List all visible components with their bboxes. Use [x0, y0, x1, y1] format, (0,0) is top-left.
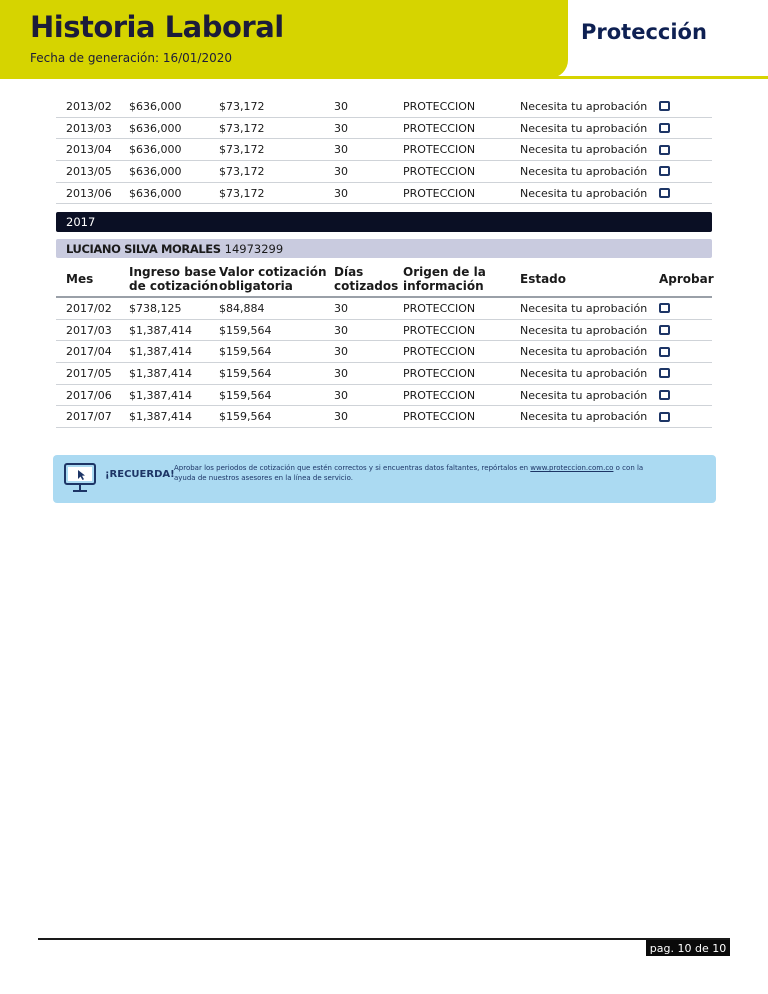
status-cell: Necesita tu aprobación — [520, 323, 648, 337]
origin-cell: PROTECCION — [403, 345, 476, 359]
contribution-value-cell: $159,564 — [219, 366, 272, 380]
status-cell: Necesita tu aprobación — [520, 99, 648, 113]
column-header-estado: Estado — [520, 272, 567, 286]
status-cell: Necesita tu aprobación — [520, 186, 648, 200]
status-cell: Necesita tu aprobación — [520, 301, 648, 315]
approve-cell — [659, 118, 670, 139]
proteccion-website-link[interactable]: www.proteccion.com.co — [530, 464, 614, 472]
base-income-cell: $636,000 — [129, 143, 182, 157]
approve-cell — [659, 406, 670, 427]
approve-checkbox[interactable] — [659, 325, 670, 335]
month-cell: 2017/02 — [66, 301, 112, 315]
reminder-text: Aprobar los periodos de cotización que estén correctos y si encuentras datos faltantes, repórtalos en www.proteccion.com.co o con la ayuda de nuestros asesores en la línea de servicio. — [174, 464, 644, 482]
brand-logo: Protección — [581, 20, 707, 44]
approve-cell — [659, 385, 670, 406]
base-income-cell: $636,000 — [129, 164, 182, 178]
column-header-mes: Mes — [66, 272, 94, 286]
table-row — [56, 298, 712, 320]
table-row — [56, 341, 712, 363]
month-cell: 2013/02 — [66, 99, 112, 113]
month-cell: 2017/07 — [66, 410, 112, 424]
days-cell: 30 — [334, 186, 348, 200]
table-row — [56, 118, 712, 140]
days-cell: 30 — [334, 99, 348, 113]
contribution-value-cell: $159,564 — [219, 323, 272, 337]
header-underline — [0, 76, 768, 79]
approve-cell — [659, 183, 670, 204]
contribution-value-cell: $84,884 — [219, 301, 265, 315]
base-income-cell: $1,387,414 — [129, 323, 192, 337]
person-id: 14973299 — [224, 241, 284, 256]
approve-checkbox[interactable] — [659, 347, 670, 357]
table-row — [56, 385, 712, 407]
table-row — [56, 183, 712, 205]
origin-cell: PROTECCION — [403, 143, 476, 157]
approve-checkbox[interactable] — [659, 123, 670, 133]
approve-checkbox[interactable] — [659, 188, 670, 198]
approve-cell — [659, 320, 670, 341]
status-cell: Necesita tu aprobación — [520, 366, 648, 380]
base-income-cell: $1,387,414 — [129, 345, 192, 359]
approve-checkbox[interactable] — [659, 101, 670, 111]
days-cell: 30 — [334, 143, 348, 157]
origin-cell: PROTECCION — [403, 121, 476, 135]
person-header — [56, 239, 712, 258]
base-income-cell: $636,000 — [129, 186, 182, 200]
status-cell: Necesita tu aprobación — [520, 143, 648, 157]
page-header — [0, 0, 768, 80]
contribution-value-cell: $159,564 — [219, 388, 272, 402]
status-cell: Necesita tu aprobación — [520, 121, 648, 135]
computer-cursor-icon — [63, 461, 97, 495]
contribution-value-cell: $159,564 — [219, 345, 272, 359]
approve-checkbox[interactable] — [659, 303, 670, 313]
origin-cell: PROTECCION — [403, 366, 476, 380]
month-cell: 2013/03 — [66, 121, 112, 135]
status-cell: Necesita tu aprobación — [520, 345, 648, 359]
contribution-value-cell: $159,564 — [219, 410, 272, 424]
base-income-cell: $738,125 — [129, 301, 182, 315]
status-cell: Necesita tu aprobación — [520, 410, 648, 424]
approve-checkbox[interactable] — [659, 166, 670, 176]
contribution-value-cell: $73,172 — [219, 143, 265, 157]
origin-cell: PROTECCION — [403, 301, 476, 315]
contribution-value-cell: $73,172 — [219, 121, 265, 135]
month-cell: 2017/04 — [66, 345, 112, 359]
origin-cell: PROTECCION — [403, 186, 476, 200]
base-income-cell: $1,387,414 — [129, 388, 192, 402]
year-header — [56, 212, 712, 232]
days-cell: 30 — [334, 388, 348, 402]
reminder-label: ¡RECUERDA! — [105, 469, 175, 480]
table-row — [56, 161, 712, 183]
page-number: pag. 10 de 10 — [646, 940, 730, 956]
base-income-cell: $1,387,414 — [129, 410, 192, 424]
origin-cell: PROTECCION — [403, 410, 476, 424]
column-header-ingreso: Ingreso base de cotización — [129, 265, 219, 293]
contributions-table-2013 — [56, 96, 712, 204]
days-cell: 30 — [334, 410, 348, 424]
footer-divider — [38, 938, 730, 940]
days-cell: 30 — [334, 345, 348, 359]
document-title: Historia Laboral — [30, 10, 284, 44]
approve-cell — [659, 96, 670, 117]
days-cell: 30 — [334, 366, 348, 380]
month-cell: 2017/06 — [66, 388, 112, 402]
base-income-cell: $636,000 — [129, 121, 182, 135]
approve-cell — [659, 139, 670, 160]
column-header-origen: Origen de la información — [403, 265, 486, 293]
approve-cell — [659, 341, 670, 362]
month-cell: 2013/06 — [66, 186, 112, 200]
table-row — [56, 320, 712, 342]
days-cell: 30 — [334, 121, 348, 135]
origin-cell: PROTECCION — [403, 388, 476, 402]
table-row — [56, 96, 712, 118]
approve-checkbox[interactable] — [659, 368, 670, 378]
days-cell: 30 — [334, 323, 348, 337]
column-header-valor: Valor cotización obligatoria — [219, 265, 327, 293]
origin-cell: PROTECCION — [403, 164, 476, 178]
column-header-aprobar: Aprobar — [659, 272, 714, 286]
approve-cell — [659, 161, 670, 182]
contribution-value-cell: $73,172 — [219, 164, 265, 178]
approve-cell — [659, 298, 670, 319]
column-header-dias: Días cotizados — [334, 265, 399, 293]
month-cell: 2017/05 — [66, 366, 112, 380]
generation-date: Fecha de generación: 16/01/2020 — [30, 51, 232, 65]
base-income-cell: $1,387,414 — [129, 366, 192, 380]
contributions-table-2017 — [56, 298, 712, 428]
contribution-value-cell: $73,172 — [219, 186, 265, 200]
approve-checkbox[interactable] — [659, 412, 670, 422]
month-cell: 2017/03 — [66, 323, 112, 337]
status-cell: Necesita tu aprobación — [520, 388, 648, 402]
approve-checkbox[interactable] — [659, 390, 670, 400]
status-cell: Necesita tu aprobación — [520, 164, 648, 178]
table-row — [56, 406, 712, 428]
person-name: LUCIANO SILVA MORALES — [66, 241, 221, 256]
contribution-value-cell: $73,172 — [219, 99, 265, 113]
year-label: 2017 — [66, 215, 96, 229]
days-cell: 30 — [334, 301, 348, 315]
table-row — [56, 363, 712, 385]
approve-cell — [659, 363, 670, 384]
approve-checkbox[interactable] — [659, 145, 670, 155]
origin-cell: PROTECCION — [403, 99, 476, 113]
days-cell: 30 — [334, 164, 348, 178]
table-row — [56, 139, 712, 161]
origin-cell: PROTECCION — [403, 323, 476, 337]
table-header-row — [56, 262, 712, 298]
reminder-box — [53, 455, 716, 503]
base-income-cell: $636,000 — [129, 99, 182, 113]
month-cell: 2013/04 — [66, 143, 112, 157]
month-cell: 2013/05 — [66, 164, 112, 178]
